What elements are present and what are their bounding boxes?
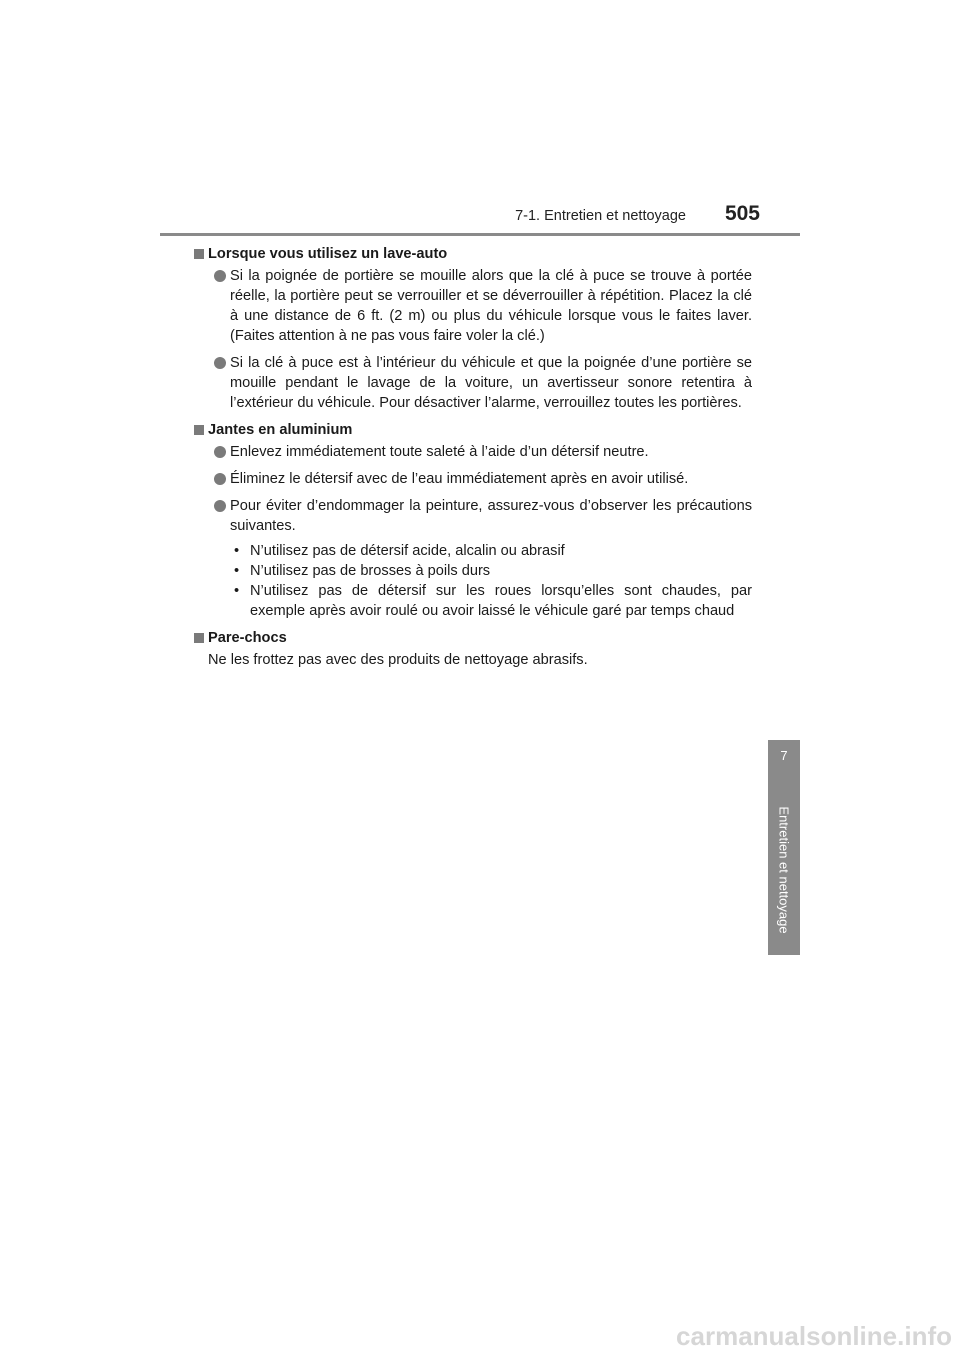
circle-bullet-icon	[214, 357, 226, 369]
list-item-text: Éliminez le détersif avec de l’eau immédiatement après en avoir utilisé.	[230, 471, 689, 487]
square-bullet-icon	[194, 425, 204, 435]
small-bullet-icon: •	[234, 583, 240, 599]
page-header	[160, 200, 800, 234]
sub-list-item	[208, 541, 752, 561]
list-item	[208, 266, 752, 346]
sub-list	[208, 541, 752, 621]
section-title-header: 7-1. Entretien et nettoyage	[515, 208, 686, 224]
circle-bullet-icon	[214, 473, 226, 485]
section-heading-text: Lorsque vous utilisez un lave-auto	[208, 246, 448, 262]
list-item-text: Pour éviter d’endommager la peinture, assurez-vous d’observer les précautions suivantes.	[230, 498, 752, 534]
circle-bullet-icon	[214, 270, 226, 282]
list-item	[208, 442, 752, 462]
list-item	[208, 353, 752, 413]
sub-list-item	[208, 561, 752, 581]
small-bullet-icon: •	[234, 543, 240, 559]
section-heading-text: Pare-chocs	[208, 630, 287, 646]
sub-list-item-text: N’utilisez pas de détersif acide, alcalin ou abrasif	[250, 543, 565, 559]
section-heading-jantes	[208, 420, 752, 440]
sub-list-item-text: N’utilisez pas de brosses à poils durs	[250, 563, 491, 579]
list-item	[208, 496, 752, 536]
list-item-text: Si la poignée de portière se mouille alors que la clé à puce se trouve à portée réelle, la portière peut se verrouiller et se déverrouiller à répétition. Placez la clé à une distance de 6 ft. (2 m) ou plus du véhicule lorsque vous le faites laver. (Faites attention à ne pas vous faire voler la clé.)	[230, 268, 752, 344]
small-bullet-icon: •	[234, 563, 240, 579]
chapter-label: Entretien et nettoyage	[776, 806, 792, 934]
header-rule	[160, 233, 800, 236]
sub-list-item-text: N’utilisez pas de détersif sur les roues lorsqu’elles sont chaudes, par exemple après avoir roulé ou avoir laissé le véhicule garé par temps chaud	[250, 583, 752, 619]
chapter-tab	[768, 740, 800, 955]
page-number: 505	[724, 202, 760, 225]
circle-bullet-icon	[214, 500, 226, 512]
square-bullet-icon	[194, 249, 204, 259]
sub-list-item	[208, 581, 752, 621]
list-item-text: Si la clé à puce est à l’intérieur du véhicule et que la poignée d’une portière se mouille pendant le lavage de la voiture, un avertisseur sonore retentira à l’extérieur du véhicule. Pour désactiver l’alarme, verrouillez toutes les portières.	[230, 355, 752, 411]
page-content	[208, 241, 752, 670]
section-heading-pare-chocs	[208, 628, 752, 648]
section-heading-text: Jantes en aluminium	[208, 422, 353, 438]
list-item	[208, 469, 752, 489]
circle-bullet-icon	[214, 446, 226, 458]
section-heading-lave-auto	[208, 244, 752, 264]
square-bullet-icon	[194, 633, 204, 643]
paragraph: Ne les frottez pas avec des produits de nettoyage abrasifs.	[208, 652, 588, 668]
watermark: carmanualsonline.info	[676, 1321, 952, 1351]
list-item-text: Enlevez immédiatement toute saleté à l’aide d’un détersif neutre.	[230, 444, 649, 460]
chapter-number: 7	[780, 748, 788, 763]
